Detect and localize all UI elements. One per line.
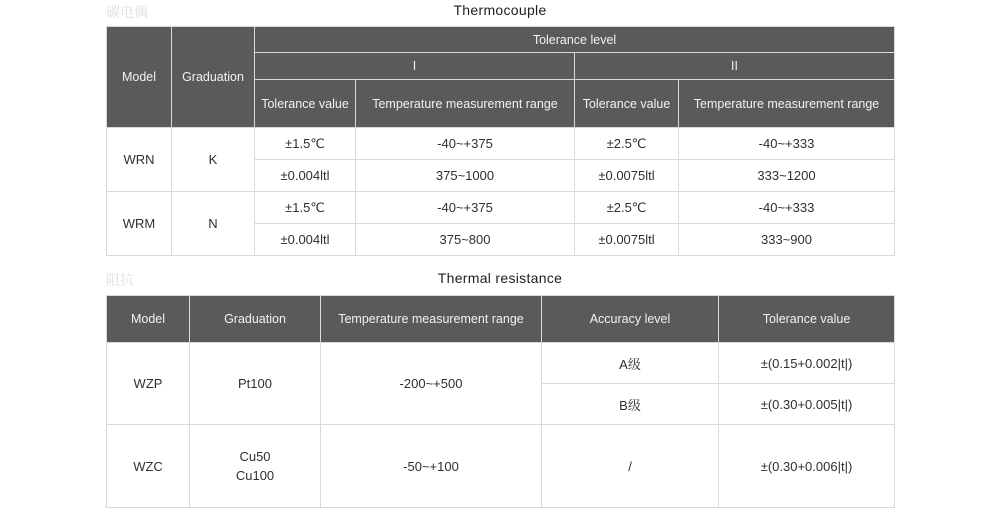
range-cell: 375~1000	[356, 160, 575, 192]
tolerance-cell: ±(0.30+0.005|t|)	[719, 384, 895, 425]
tolerance-cell: ±2.5℃	[575, 128, 679, 160]
header-model: Model	[107, 27, 172, 128]
tolerance-cell: ±0.004ltl	[255, 160, 356, 192]
header-model: Model	[107, 296, 190, 343]
tolerance-cell: ±(0.15+0.002|t|)	[719, 343, 895, 384]
graduation-cell: K	[172, 128, 255, 192]
header-tolerance-level: Tolerance level	[255, 27, 895, 53]
accuracy-cell: /	[542, 425, 719, 508]
table-row	[107, 425, 895, 508]
thermal-resistance-title: Thermal resistance	[437, 270, 563, 286]
model-cell: WRN	[107, 128, 172, 192]
watermark-resistance: 阻抗	[106, 273, 134, 289]
graduation-line: Cu50	[239, 449, 271, 464]
tolerance-cell: ±0.0075ltl	[575, 224, 679, 256]
header-graduation: Graduation	[190, 296, 321, 343]
tolerance-cell: ±(0.30+0.006|t|)	[719, 425, 895, 508]
graduation-cell	[190, 425, 321, 508]
table-row	[107, 192, 895, 224]
range-cell: 333~1200	[679, 160, 895, 192]
table-row	[107, 128, 895, 160]
header-tolerance-value-2: Tolerance value	[575, 80, 679, 128]
model-cell: WZP	[107, 343, 190, 425]
range-cell: -40~+333	[679, 192, 895, 224]
graduation-cell: Pt100	[190, 343, 321, 425]
header-range-1: Temperature measurement range	[356, 80, 575, 128]
tolerance-cell: ±0.0075ltl	[575, 160, 679, 192]
header-tolerance-value: Tolerance value	[719, 296, 895, 343]
tolerance-cell: ±2.5℃	[575, 192, 679, 224]
header-tolerance-value-1: Tolerance value	[255, 80, 356, 128]
model-cell: WZC	[107, 425, 190, 508]
range-cell: 333~900	[679, 224, 895, 256]
tolerance-cell: ±1.5℃	[255, 192, 356, 224]
header-level-1: I	[255, 53, 575, 80]
header-graduation: Graduation	[172, 27, 255, 128]
accuracy-cell: B级	[542, 384, 719, 425]
thermal-resistance-table	[106, 295, 895, 508]
tolerance-cell: ±1.5℃	[255, 128, 356, 160]
accuracy-cell: A级	[542, 343, 719, 384]
range-cell: -50~+100	[321, 425, 542, 508]
model-cell: WRM	[107, 192, 172, 256]
watermark-thermocouple: 碳电偶	[106, 5, 148, 21]
header-range: Temperature measurement range	[321, 296, 542, 343]
tolerance-cell: ±0.004ltl	[255, 224, 356, 256]
range-cell: -40~+375	[356, 192, 575, 224]
thermocouple-title: Thermocouple	[453, 2, 547, 18]
graduation-line: Cu100	[235, 468, 275, 483]
header-range-2: Temperature measurement range	[679, 80, 895, 128]
thermocouple-table	[106, 26, 895, 256]
header-level-2: II	[575, 53, 895, 80]
range-cell: -40~+333	[679, 128, 895, 160]
table-row	[107, 343, 895, 384]
graduation-cell: N	[172, 192, 255, 256]
header-accuracy-level: Accuracy level	[542, 296, 719, 343]
range-cell: -200~+500	[321, 343, 542, 425]
range-cell: -40~+375	[356, 128, 575, 160]
range-cell: 375~800	[356, 224, 575, 256]
